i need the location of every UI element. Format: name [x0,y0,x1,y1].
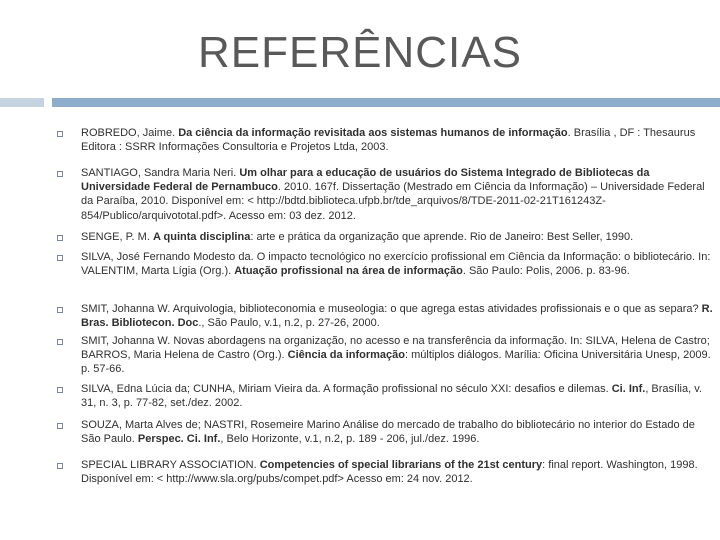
reference-text: , Brasília, v. 31, n. 3, p. 77-82, set./dez. 2002. [81,383,702,410]
reference-text: : arte e prática da organização que aprende. Rio de Janeiro: Best Seller, 1990. [250,231,634,243]
reference-title-text: A quinta disciplina [152,231,251,243]
reference-item [54,230,717,244]
reference-item [54,418,717,446]
reference-title-text: Da ciência da informação revisitada aos sistemas humanos de informação [178,127,568,139]
reference-text: : múltiplos diálogos. Marília: Oficina Universitária Unesp, 2009. p. 57-66. [81,349,711,376]
square-bullet-icon [57,255,63,261]
reference-title-text: Perspec. Ci. Inf. [137,433,221,446]
reference-item [54,302,717,330]
reference-text: ROBREDO, Jaime. [81,127,179,139]
reference-text: . 2010. 167f. Dissertação (Mestrado em Ciência da Informação) – Universidade Federal da Paraíba, 2010. Disponível em: < http://bdtd.biblioteca.ufpb.br/tde_arquivos/8/TDE-2011-02-21T161243Z-854/Publico/arquivototal.pdf>. Acesso em: 03 dez. 2012. [81,181,705,222]
reference-item [54,382,717,410]
square-bullet-icon [57,423,63,429]
reference-text: . São Paulo: Polis, 2006. p. 83-96. [462,265,630,278]
page-title: REFERÊNCIAS [198,28,522,77]
reference-title-text: R. Bras. Bibliotecon. Doc [81,303,713,330]
reference-title-text: Atuação profissional na área de informação [234,265,463,278]
reference-text: SILVA, José Fernando Modesto da. O impacto tecnológico no exercício profissional em Ciência da Informação: o bibliotecário. In: VALENTIM, Marta Lígia (Org.). [81,251,711,278]
reference-text: SOUZA, Marta Alves de; NASTRI, Rosemeire Marino Análise do mercado de trabalho do bibliotecário no interior do Estado de São Paulo. [81,419,695,446]
reference-title-text: Um olhar para a educação de usuários do Sistema Integrado de Bibliotecas da Universidade Federal de Pernambuco [81,167,650,194]
reference-text: SMIT, Johanna W. Arquivologia, biblioteconomia e museologia: o que agrega estas atividades profissionais e o que as separa? [81,303,702,315]
square-bullet-icon [57,463,63,469]
reference-text: SMIT, Johanna W. Novas abordagens na organização, no acesso e na transferência da informação. In: SILVA, Helena de Castro; BARROS, Maria Helena de Castro (Org.). [81,335,710,362]
reference-title-text: Competencies of special librarians of the 21st century [259,459,543,471]
reference-item [54,458,717,486]
reference-text: ., São Paulo, v.1, n.2, p. 27-26, 2000. [198,317,380,330]
reference-text: : final report. Washington, 1998. Disponível em: < http://www.sla.org/pubs/compet.pdf> Acesso em: 24 nov. 2012. [81,459,698,486]
reference-item [54,250,717,278]
reference-title-text: Ciência da informação [287,349,405,362]
reference-title-text: Ci. Inf. [611,383,646,395]
square-bullet-icon [57,307,63,313]
square-bullet-icon [57,387,63,393]
reference-text: SENGE, P. M. [81,231,153,243]
reference-item [54,126,717,154]
reference-text: SILVA, Edna Lúcia da; CUNHA, Miriam Vieira da. A formação profissional no século XXI: desafios e dilemas. [81,383,612,395]
reference-item [54,334,717,377]
reference-item [54,166,717,223]
reference-text: , Belo Horizonte, v.1, n.2, p. 189 - 206, jul./dez. 1996. [220,433,480,446]
reference-text: . Brasília , DF : Thesaurus Editora : SSRR Informações Consultoria e Projetos Ltda, 2003. [81,127,696,154]
reference-text: SPECIAL LIBRARY ASSOCIATION. [81,459,260,471]
title-divider-right [52,98,720,107]
square-bullet-icon [57,235,63,241]
title-divider-left [0,98,44,107]
square-bullet-icon [57,339,63,345]
square-bullet-icon [57,171,63,177]
reference-text: SANTIAGO, Sandra Maria Neri. [81,167,240,179]
square-bullet-icon [57,131,63,137]
